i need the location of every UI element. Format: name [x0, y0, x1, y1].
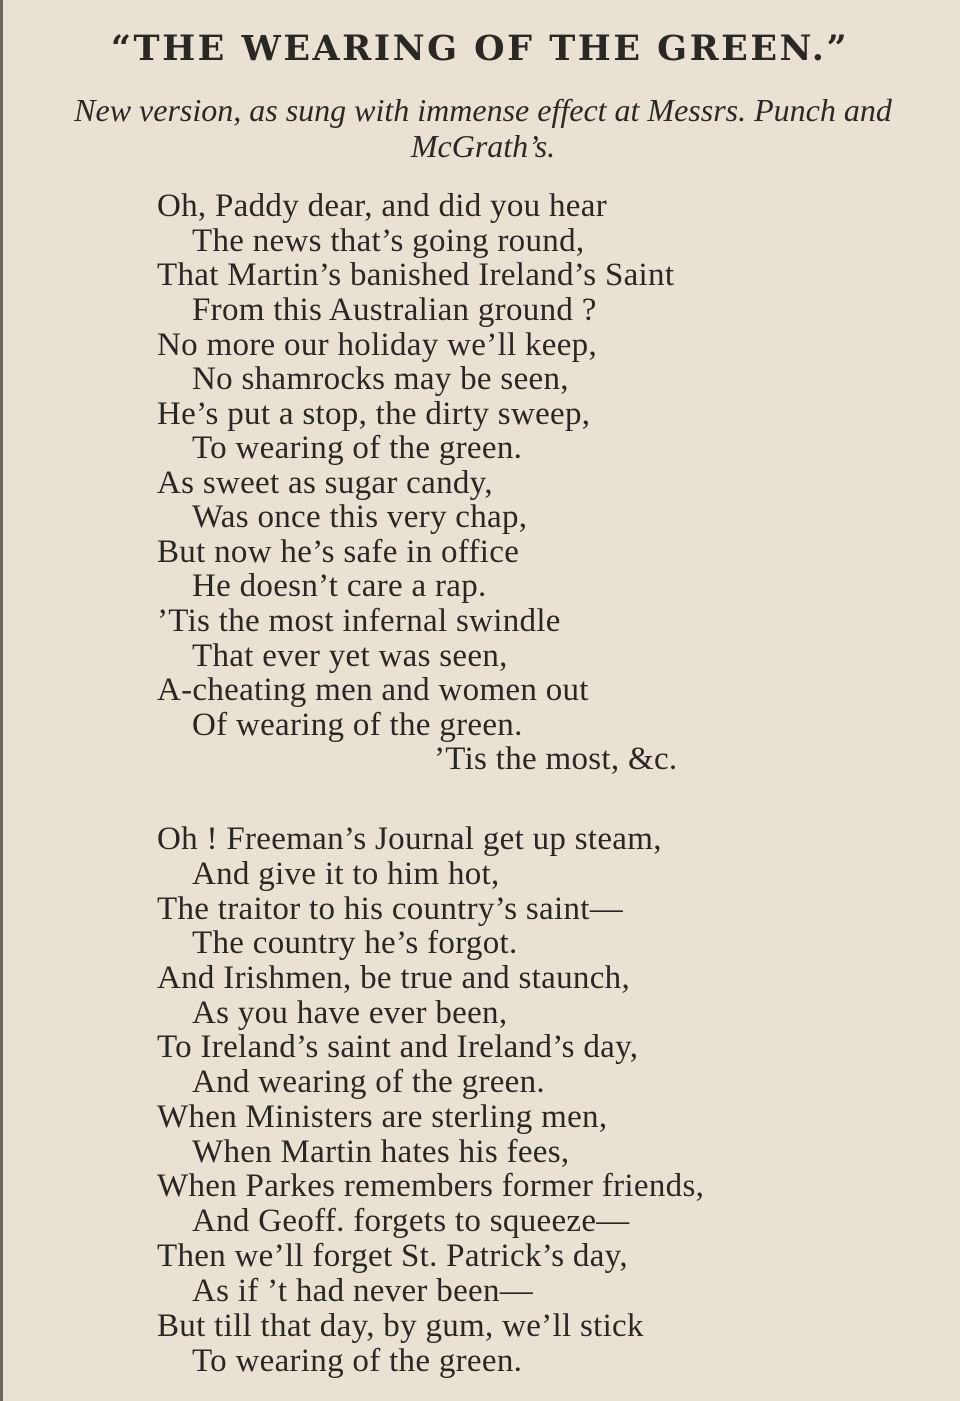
stanza1-line-11: But now he’s safe in office [157, 534, 520, 570]
stanza2-line-8: And wearing of the green. [192, 1064, 545, 1100]
poem-subtitle: New version, as sung with immense effect at Messrs. Punch and McGrath’s. [74, 92, 892, 164]
stanza1-line-16: Of wearing of the green. [192, 707, 523, 743]
stanza1-line-5: No more our holiday we’ll keep, [157, 327, 598, 363]
stanza2-line-1: Oh ! Freeman’s Journal get up steam, [157, 821, 662, 857]
stanza2-line-6: As you have ever been, [192, 995, 508, 1031]
page-edge [0, 0, 3, 1401]
stanza2-line-11: When Parkes remembers former friends, [157, 1168, 705, 1204]
stanza1-line-10: Was once this very chap, [192, 499, 528, 535]
stanza1-line-7: He’s put a stop, the dirty sweep, [157, 396, 591, 432]
stanza2-line-16: To wearing of the green. [192, 1343, 523, 1379]
stanza1-line-8: To wearing of the green. [192, 430, 523, 466]
chorus-reference: ’Tis the most, &c. [434, 741, 678, 777]
stanza2-line-3: The traitor to his country’s saint— [157, 891, 624, 927]
stanza2-line-5: And Irishmen, be true and staunch, [157, 960, 630, 996]
poem-body [157, 0, 937, 1401]
stanza1-line-2: The news that’s going round, [192, 223, 585, 259]
stanza2-line-15: But till that day, by gum, we’ll stick [157, 1308, 644, 1344]
stanza1-line-4: From this Australian ground ? [192, 292, 597, 328]
stanza2-line-12: And Geoff. forgets to squeeze— [192, 1203, 630, 1239]
stanza1-line-6: No shamrocks may be seen, [192, 361, 569, 397]
stanza2-line-7: To Ireland’s saint and Ireland’s day, [157, 1029, 639, 1065]
stanza1-line-13: ’Tis the most infernal swindle [157, 603, 561, 639]
stanza1-line-15: A-cheating men and women out [157, 672, 589, 708]
stanza2-line-10: When Martin hates his fees, [192, 1134, 570, 1170]
stanza1-line-12: He doesn’t care a rap. [192, 568, 487, 604]
stanza2-line-2: And give it to him hot, [192, 856, 500, 892]
stanza2-line-9: When Ministers are sterling men, [157, 1099, 608, 1135]
poem-title: “THE WEARING OF THE GREEN.” [110, 28, 850, 69]
stanza1-line-3: That Martin’s banished Ireland’s Saint [157, 257, 675, 293]
stanza2-line-14: As if ’t had never been— [192, 1273, 534, 1309]
stanza2-line-4: The country he’s forgot. [192, 925, 518, 961]
stanza1-line-14: That ever yet was seen, [192, 638, 508, 674]
stanza1-line-1: Oh, Paddy dear, and did you hear [157, 188, 607, 224]
stanza2-line-13: Then we’ll forget St. Patrick’s day, [157, 1238, 628, 1274]
stanza1-line-9: As sweet as sugar candy, [157, 465, 493, 501]
